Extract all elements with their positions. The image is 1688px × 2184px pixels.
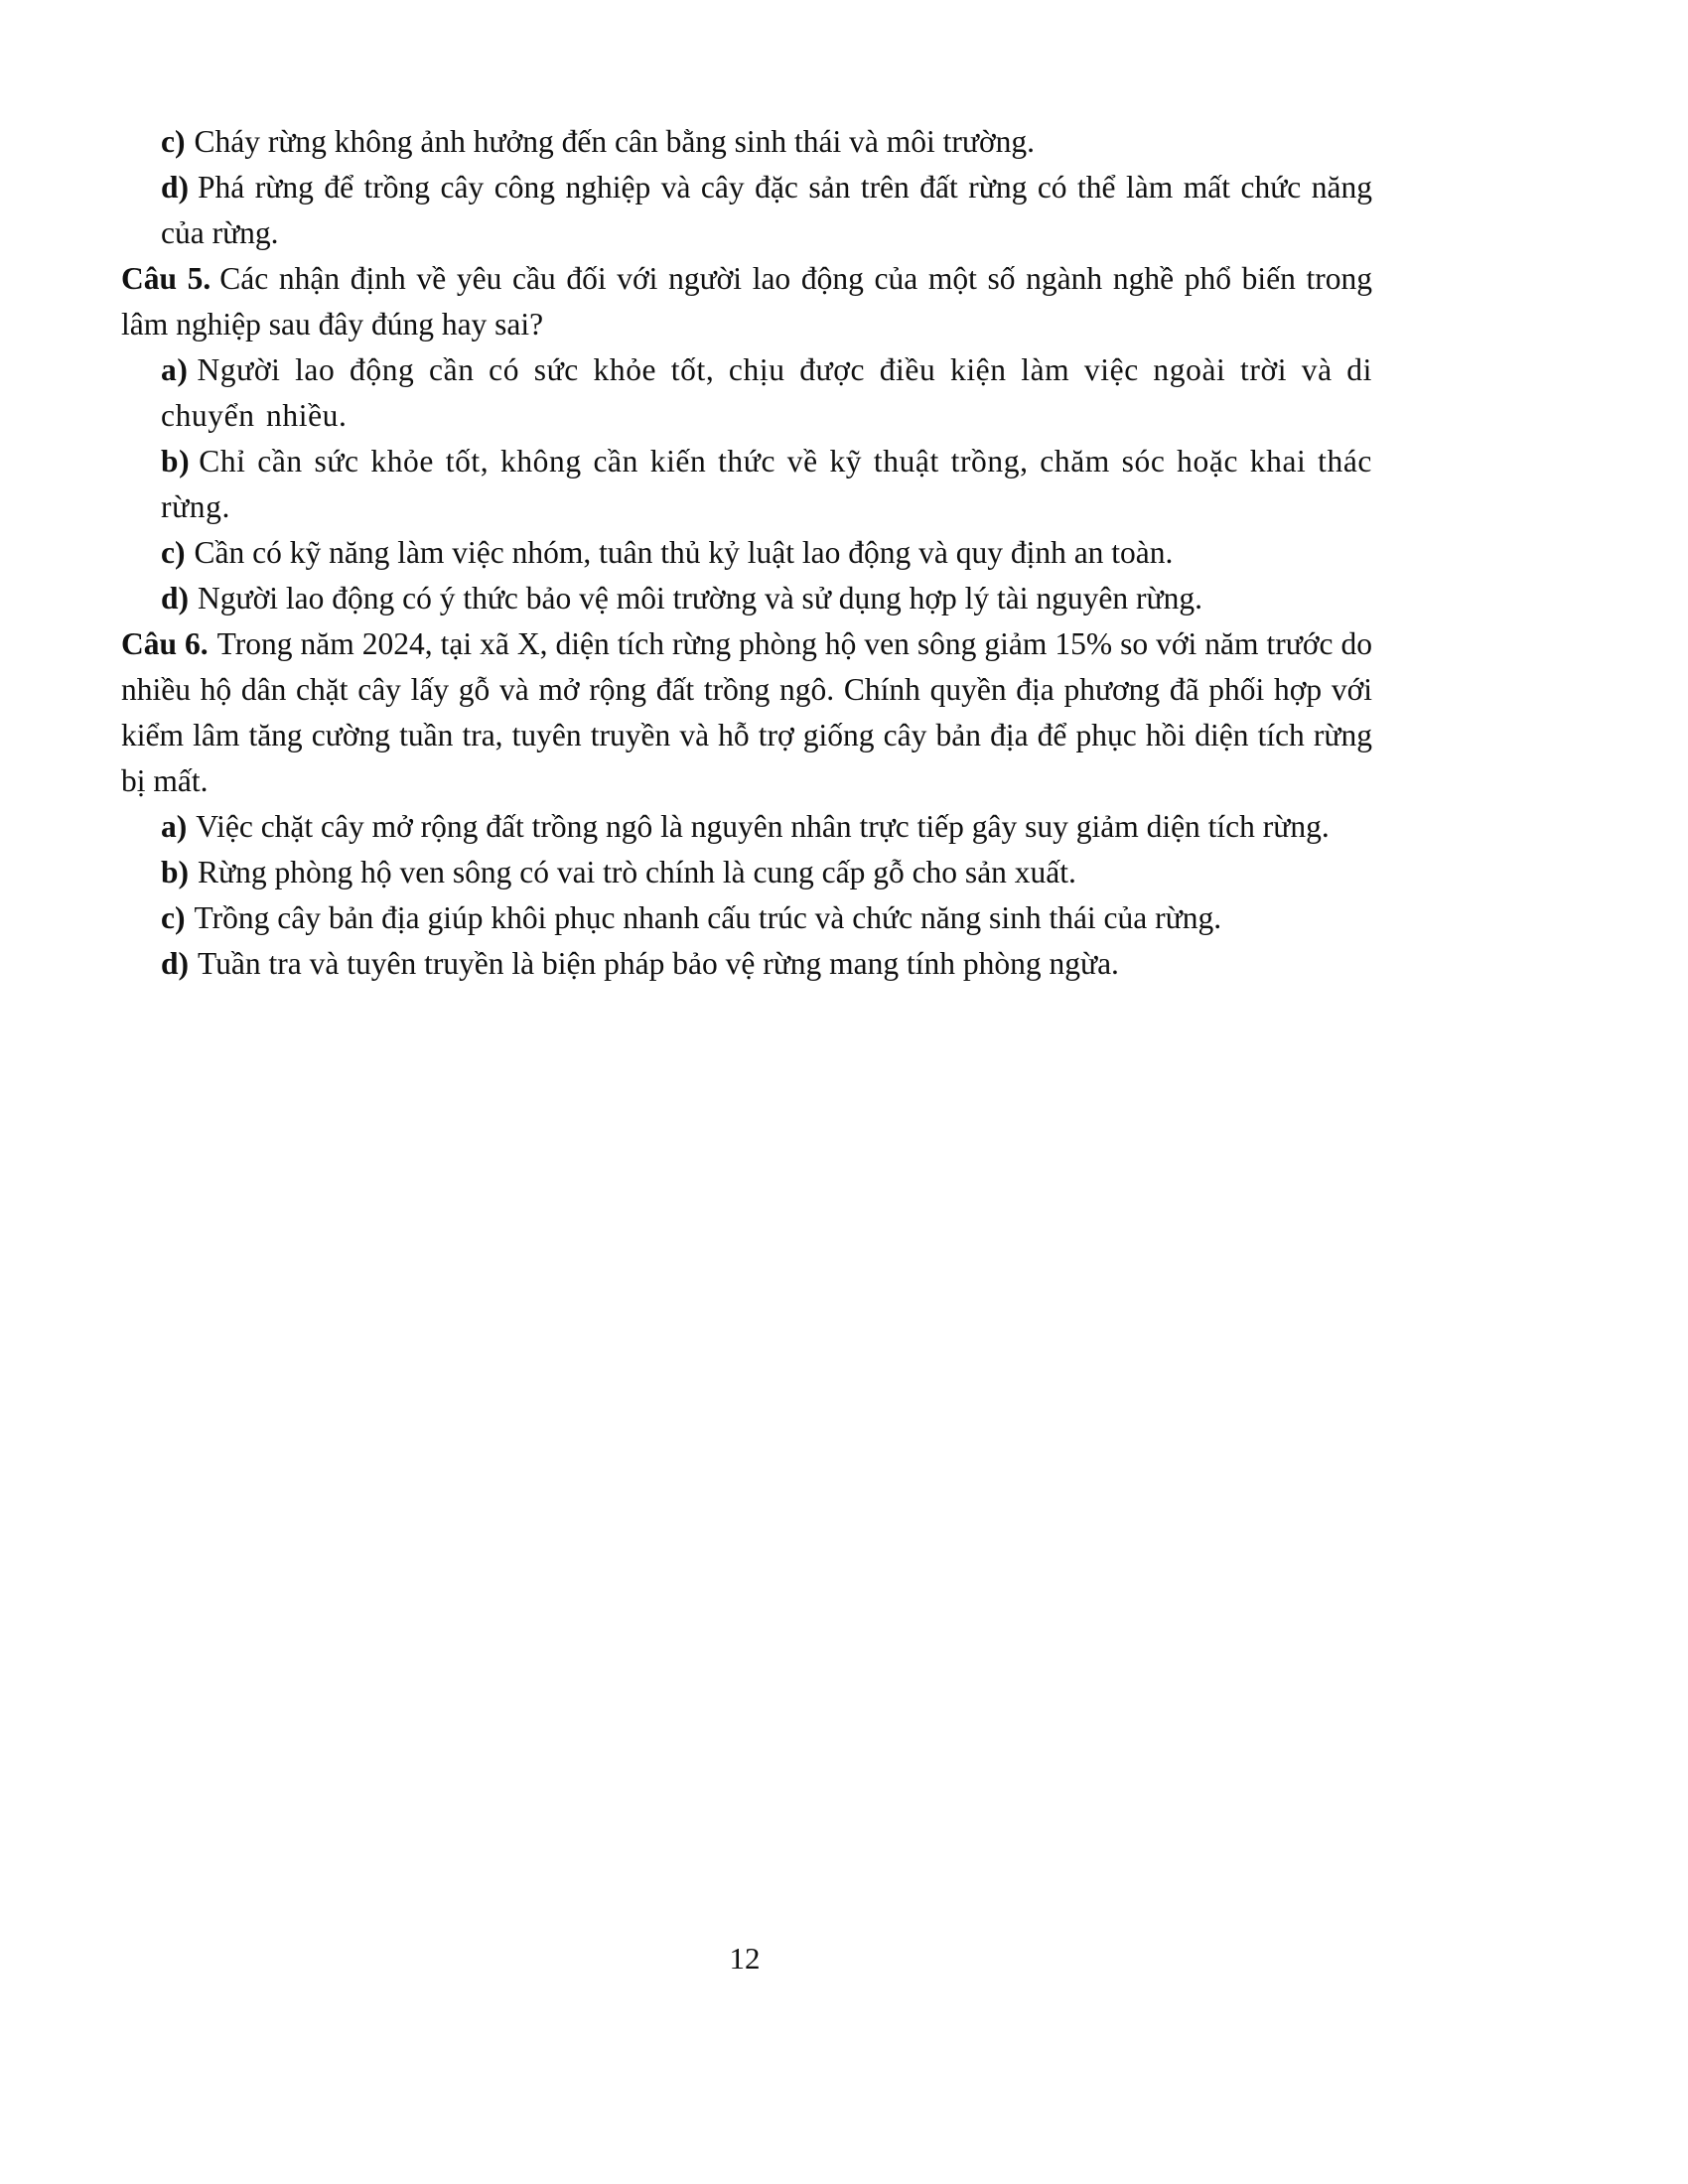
question-5 xyxy=(121,256,1372,347)
option-text: Việc chặt cây mở rộng đất trồng ngô là nguyên nhân trực tiếp gây suy giảm diện tích rừng. xyxy=(196,809,1330,844)
option-label: b) xyxy=(161,855,190,889)
option-text: Cần có kỹ năng làm việc nhóm, tuân thủ kỷ luật lao động và quy định an toàn. xyxy=(194,535,1174,570)
option-label: a) xyxy=(161,809,188,844)
question-6-option-a xyxy=(161,804,1372,850)
page-content xyxy=(121,119,1372,987)
option-label: c) xyxy=(161,900,186,935)
option-text: Rừng phòng hộ ven sông có vai trò chính là cung cấp gỗ cho sản xuất. xyxy=(198,855,1076,889)
option-label: d) xyxy=(161,170,190,205)
question-6-option-b xyxy=(161,850,1372,895)
option-label: d) xyxy=(161,581,190,615)
option-text: Người lao động cần có sức khỏe tốt, chịu được điều kiện làm việc ngoài trời và di chuyển nhiều. xyxy=(161,352,1372,433)
question-5-option-b xyxy=(161,439,1372,530)
question-label: Câu 5. xyxy=(121,261,211,296)
page-number: 12 xyxy=(729,1941,761,1976)
question-label: Câu 6. xyxy=(121,626,209,661)
question-5-option-c xyxy=(161,530,1372,576)
question-text: Trong năm 2024, tại xã X, diện tích rừng phòng hộ ven sông giảm 15% so với năm trước do nhiều hộ dân chặt cây lấy gỗ và mở rộng đất trồng ngô. Chính quyền địa phương đã phối hợp với kiểm lâm tăng cường tuần tra, tuyên truyền và hỗ trợ giống cây bản địa để phục hồi diện tích rừng bị mất. xyxy=(121,626,1372,798)
option-text: Cháy rừng không ảnh hưởng đến cân bằng sinh thái và môi trường. xyxy=(194,124,1036,159)
option-label: c) xyxy=(161,535,186,570)
question-6-option-c xyxy=(161,895,1372,941)
option-text: Phá rừng để trồng cây công nghiệp và cây đặc sản trên đất rừng có thể làm mất chức năng của rừng. xyxy=(161,170,1372,250)
question-6 xyxy=(121,621,1372,804)
option-text: Trồng cây bản địa giúp khôi phục nhanh cấu trúc và chức năng sinh thái của rừng. xyxy=(194,900,1222,935)
option-label: a) xyxy=(161,352,189,387)
question-text: Các nhận định về yêu cầu đối với người lao động của một số ngành nghề phổ biến trong lâm nghiệp sau đây đúng hay sai? xyxy=(121,261,1372,341)
option-label: d) xyxy=(161,946,190,981)
option-label: c) xyxy=(161,124,186,159)
question-5-option-a xyxy=(161,347,1372,439)
option-text: Người lao động có ý thức bảo vệ môi trường và sử dụng hợp lý tài nguyên rừng. xyxy=(198,581,1202,615)
option-d-continued xyxy=(161,165,1372,256)
option-text: Tuần tra và tuyên truyền là biện pháp bảo vệ rừng mang tính phòng ngừa. xyxy=(198,946,1119,981)
option-text: Chỉ cần sức khỏe tốt, không cần kiến thức về kỹ thuật trồng, chăm sóc hoặc khai thác rừng. xyxy=(161,444,1372,524)
option-label: b) xyxy=(161,444,191,478)
question-6-option-d xyxy=(161,941,1372,987)
option-c-continued xyxy=(161,119,1372,165)
question-5-option-d xyxy=(161,576,1372,621)
